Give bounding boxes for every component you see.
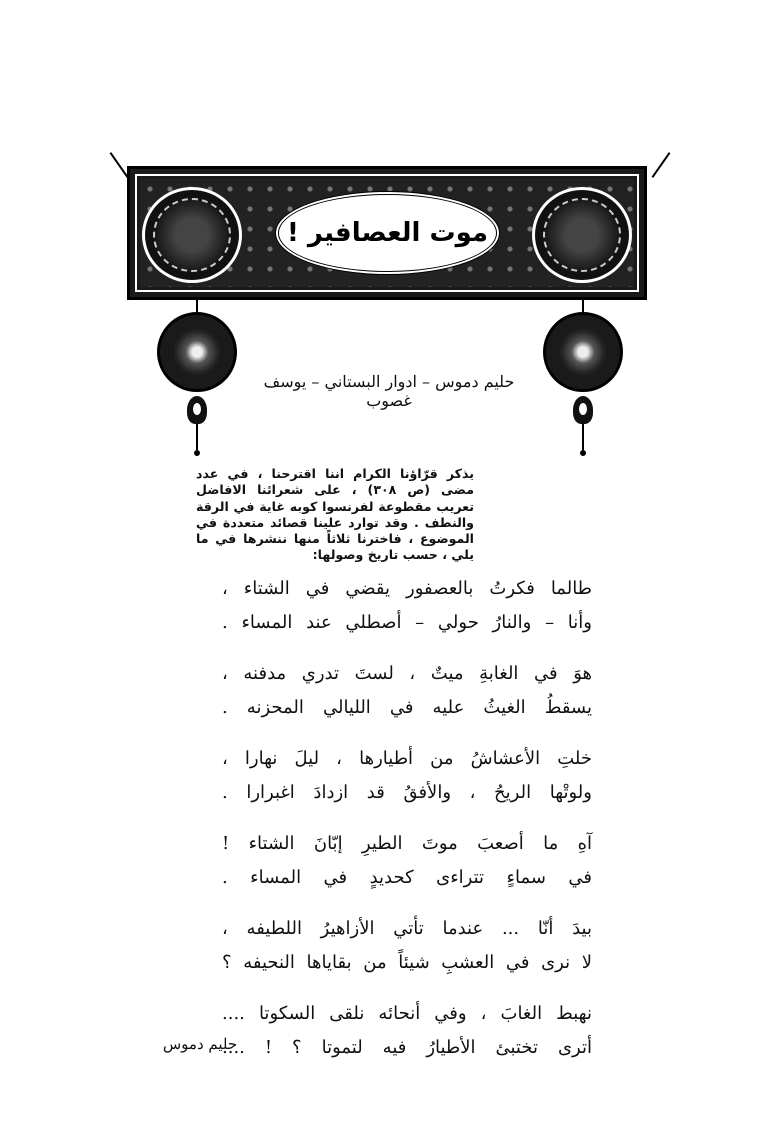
poem xyxy=(222,572,592,1065)
medallion-ornament-icon xyxy=(153,198,231,272)
poem-verse: وأنا – والنارُ حولي – أصطلي عند المساء . xyxy=(222,612,592,633)
poem-stanza xyxy=(222,572,592,640)
ornamental-header-banner xyxy=(127,166,647,300)
title-cartouche xyxy=(275,191,500,275)
poem-verse: لا نرى في العشبِ شيئاً من بقاياها النحيفه ؟ xyxy=(222,952,592,973)
poem-verse: ولوتْها الريحُ ، والأفقُ قد ازدادَ اغبرارا . xyxy=(222,782,592,803)
poem-stanza xyxy=(222,912,592,980)
poem-verse: طالما فكرتُ بالعصفور يقضي في الشتاء ، xyxy=(222,578,592,599)
medallion-ornament-icon xyxy=(543,198,621,272)
page-title: موت العصافير ! xyxy=(286,218,489,248)
authors-line: حليم دموس – ادوار البستاني – يوسف غصوب xyxy=(263,372,515,410)
poem-verse: في سماءٍ تتراءى كحديدٍ في المساء . xyxy=(222,867,592,888)
poem-verse: نهبط الغابَ ، وفي أنحائه نلقى السكوتا .... xyxy=(222,1003,592,1024)
poem-verse: خلتِ الأعشاشُ من أطيارها ، ليلَ نهارا ، xyxy=(222,748,592,769)
poem-stanza xyxy=(222,657,592,725)
poem-verse: أترى تختبئ الأطيارُ فيه لتموتا ؟ ! .... xyxy=(222,1037,592,1058)
poem-verse: بيدَ أنّا ... عندما تأتي الأزاهيرُ اللطيفه ، xyxy=(222,918,592,939)
poem-stanza xyxy=(222,742,592,810)
poem-verse: آهِ ما أصعبَ موتَ الطيرِ إبّانَ الشتاء ! xyxy=(222,833,592,854)
teardrop-ornament-icon xyxy=(573,396,593,424)
poem-verse: هوَ في الغابةِ ميتٌ ، لستَ تدري مدفنه ، xyxy=(222,663,592,684)
author-signature: حليم دموس xyxy=(162,1035,238,1053)
poem-verse: يسقطُ الغيثُ عليه في الليالي المحزنه . xyxy=(222,697,592,718)
banner-medallion-right xyxy=(532,187,632,283)
rosette-icon xyxy=(543,312,623,392)
poem-stanza xyxy=(222,997,592,1065)
poem-stanza xyxy=(222,827,592,895)
banner-spike-left xyxy=(110,152,129,178)
pendant-ornament-right xyxy=(541,298,625,456)
banner-spike-right xyxy=(652,152,671,178)
rosette-icon xyxy=(157,312,237,392)
pendant-ornament-left xyxy=(155,298,239,456)
banner-medallion-left xyxy=(142,187,242,283)
teardrop-ornament-icon xyxy=(187,396,207,424)
intro-paragraph: يذكر قرّاؤنا الكرام اننا اقترحنا ، في عدد مضى (ص ٣٠٨) ، على شعرائنا الافاضل تعريب مقطوعة لفرنسوا كوبه غاية في الرقة والنطف . وقد توارد علينا قصائد متعددة في الموضوع ، فاخترنا ثلاثاً منها ننشرها في ما يلي ، حسب تاريخ وصولها: xyxy=(196,466,474,563)
